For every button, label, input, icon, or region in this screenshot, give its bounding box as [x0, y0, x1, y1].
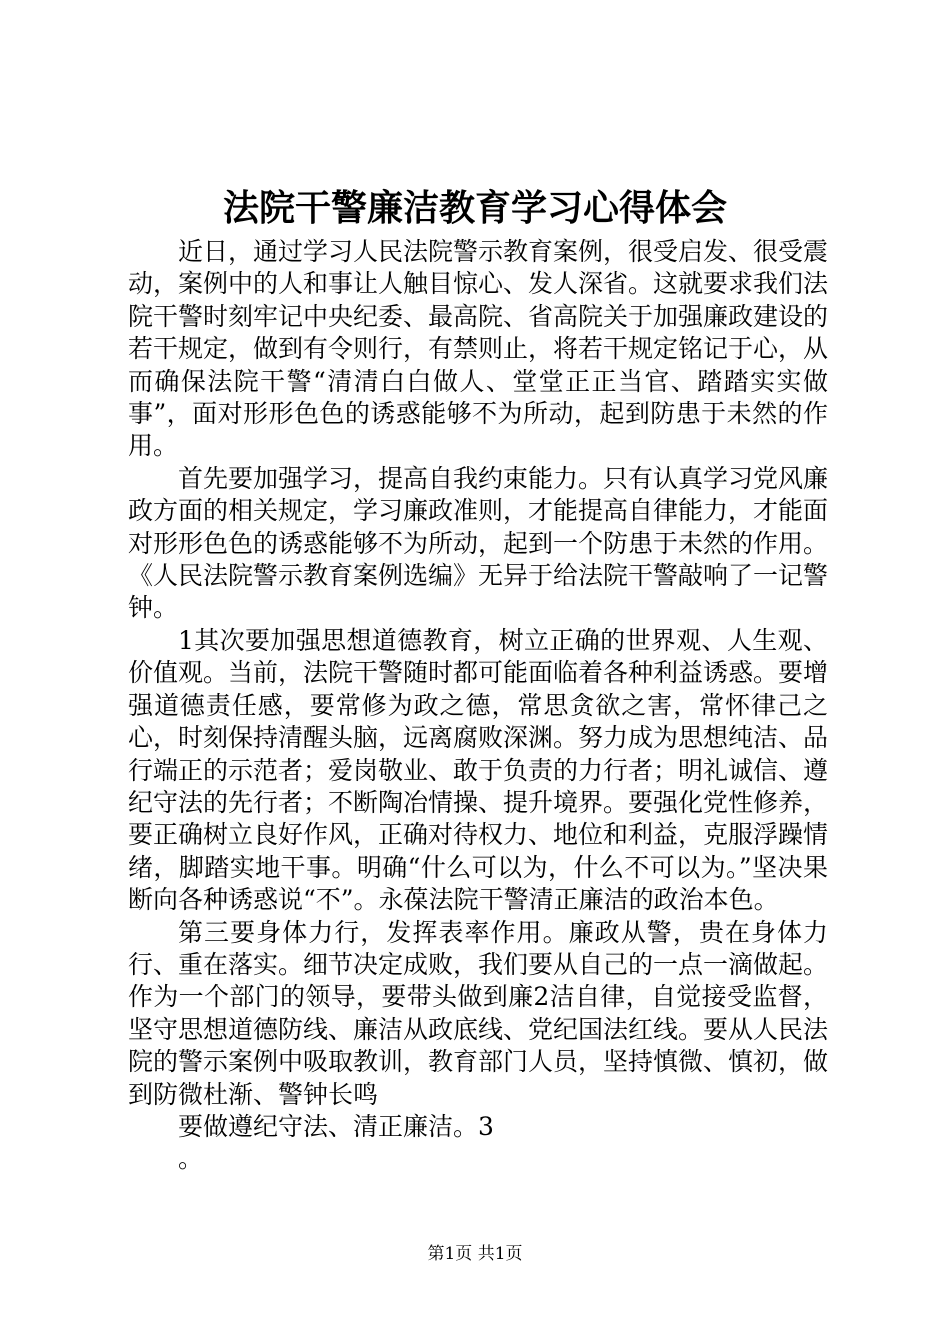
paragraph-intro: 近日，通过学习人民法院警示教育案例，很受启发、很受震动，案例中的人和事让人触目惊心、发人深省。这就要求我们法院干警时刻牢记中央纪委、最高院、省高院关于加强廉政建设的若干规定，做到有令则行，有禁则止，将若干规定铭记于心，从而确保法院干警“清清白白做人、堂堂正正当官、踏踏实实做事”，面对形形色色的诱惑能够不为所动，起到防患于未然的作用。 — [128, 237, 829, 461]
paragraph-first-point: 首先要加强学习，提高自我约束能力。只有认真学习党风廉政方面的相关规定，学习廉政准则，才能提高自律能力，才能面对形形色色的诱惑能够不为所动，起到一个防患于未然的作用。《人民法院警示教育案例选编》无异于给法院干警敲响了一记警钟。 — [128, 463, 829, 623]
page-title: 法院干警廉洁教育学习心得体会 — [222, 187, 727, 229]
paragraph-closing-mark: 。 — [178, 1144, 204, 1174]
paragraph-third-point: 第三要身体力行，发挥表率作用。廉政从警，贵在身体力行、重在落实。细节决定成败，我们要从自己的一点一滴做起。作为一个部门的领导，要带头做到廉2洁自律，自觉接受监督，坚守思想道德防线、廉洁从政底线、党纪国法红线。要从人民法院的警示案例中吸取教训，教育部门人员，坚持慎微、慎初，做到防微杜渐、警钟长鸣 — [128, 917, 829, 1109]
paragraph-second-point: 1其次要加强思想道德教育，树立正确的世界观、人生观、价值观。当前，法院干警随时都可能面临着各种利益诱惑。要增强道德责任感，要常修为政之德，常思贪欲之害，常怀律己之心，时刻保持清醒头脑，远离腐败深渊。努力成为思想纯洁、品行端正的示范者；爱岗敬业、敢于负责的力行者；明礼诚信、遵纪守法的先行者；不断陶冶情操、提升境界。要强化党性修养，要正确树立良好作风，正确对待权力、地位和利益，克服浮躁情绪，脚踏实地干事。明确“什么可以为，什么不可以为。”坚决果断向各种诱惑说“不”。永葆法院干警清正廉洁的政治本色。 — [128, 625, 829, 915]
paragraph-closing: 要做遵纪守法、清正廉洁。3 — [178, 1111, 494, 1141]
document-body — [128, 236, 828, 1176]
page-footer: 第1页 共1页 — [427, 1244, 523, 1264]
